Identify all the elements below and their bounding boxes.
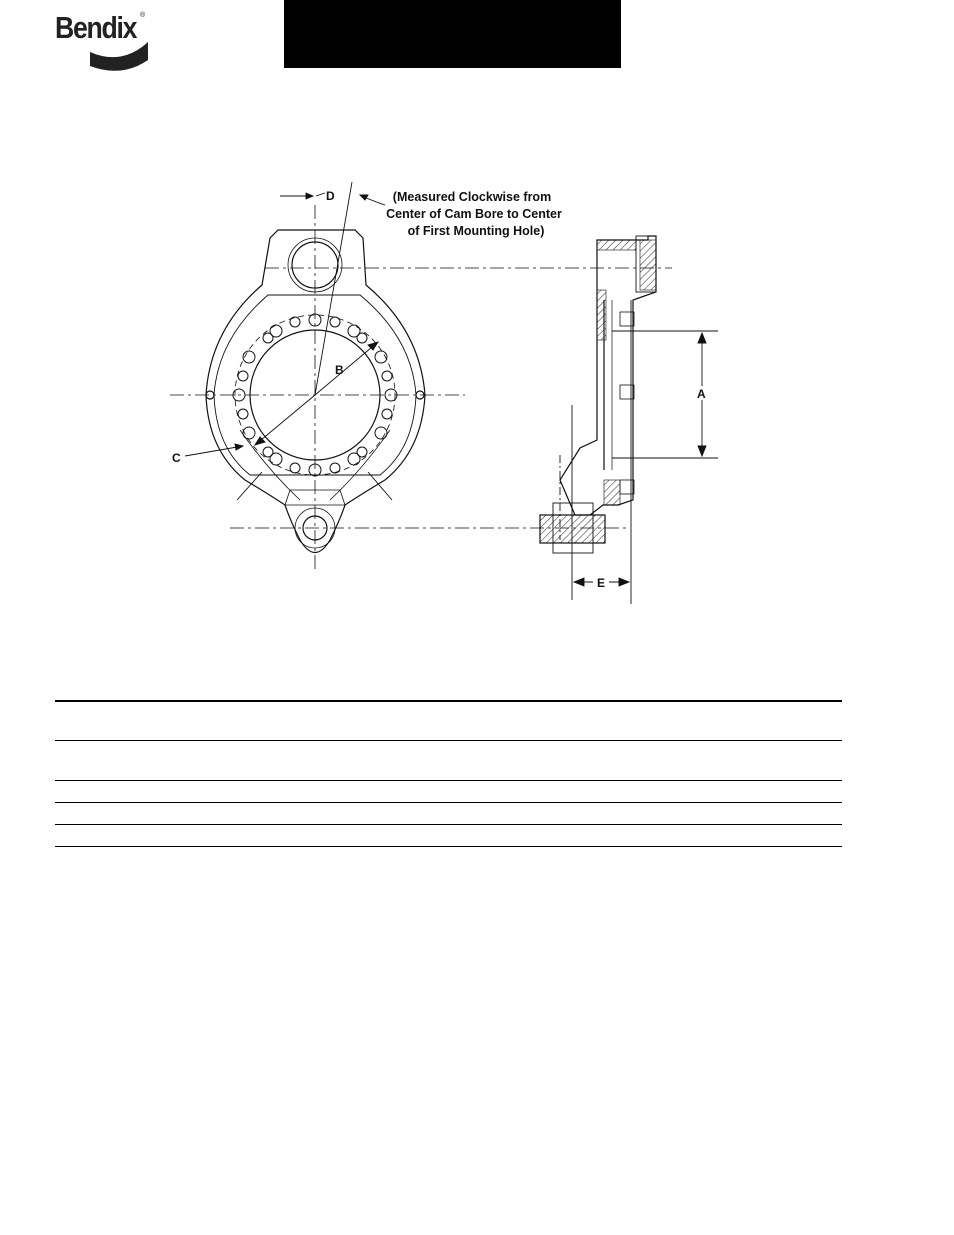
label-e: E — [597, 576, 606, 590]
note-line-1: (Measured Clockwise from — [392, 190, 552, 204]
registered-mark: ® — [140, 12, 146, 19]
label-a: A — [697, 387, 706, 401]
note-line-3: of First Mounting Hole) — [407, 224, 545, 238]
note-line-2: Center of Cam Bore to Center — [386, 207, 562, 221]
table-row-rule — [55, 824, 842, 825]
side-view — [540, 236, 656, 553]
table-header-rule — [55, 740, 842, 741]
label-d: D — [326, 189, 335, 203]
table-top-rule — [55, 700, 842, 702]
table-bottom-rule — [55, 846, 842, 847]
label-c: C — [172, 451, 181, 465]
table-row-rule — [55, 802, 842, 803]
label-b: B — [335, 363, 344, 377]
table-row-rule — [55, 780, 842, 781]
logo-wordmark: Bendix — [55, 10, 137, 45]
